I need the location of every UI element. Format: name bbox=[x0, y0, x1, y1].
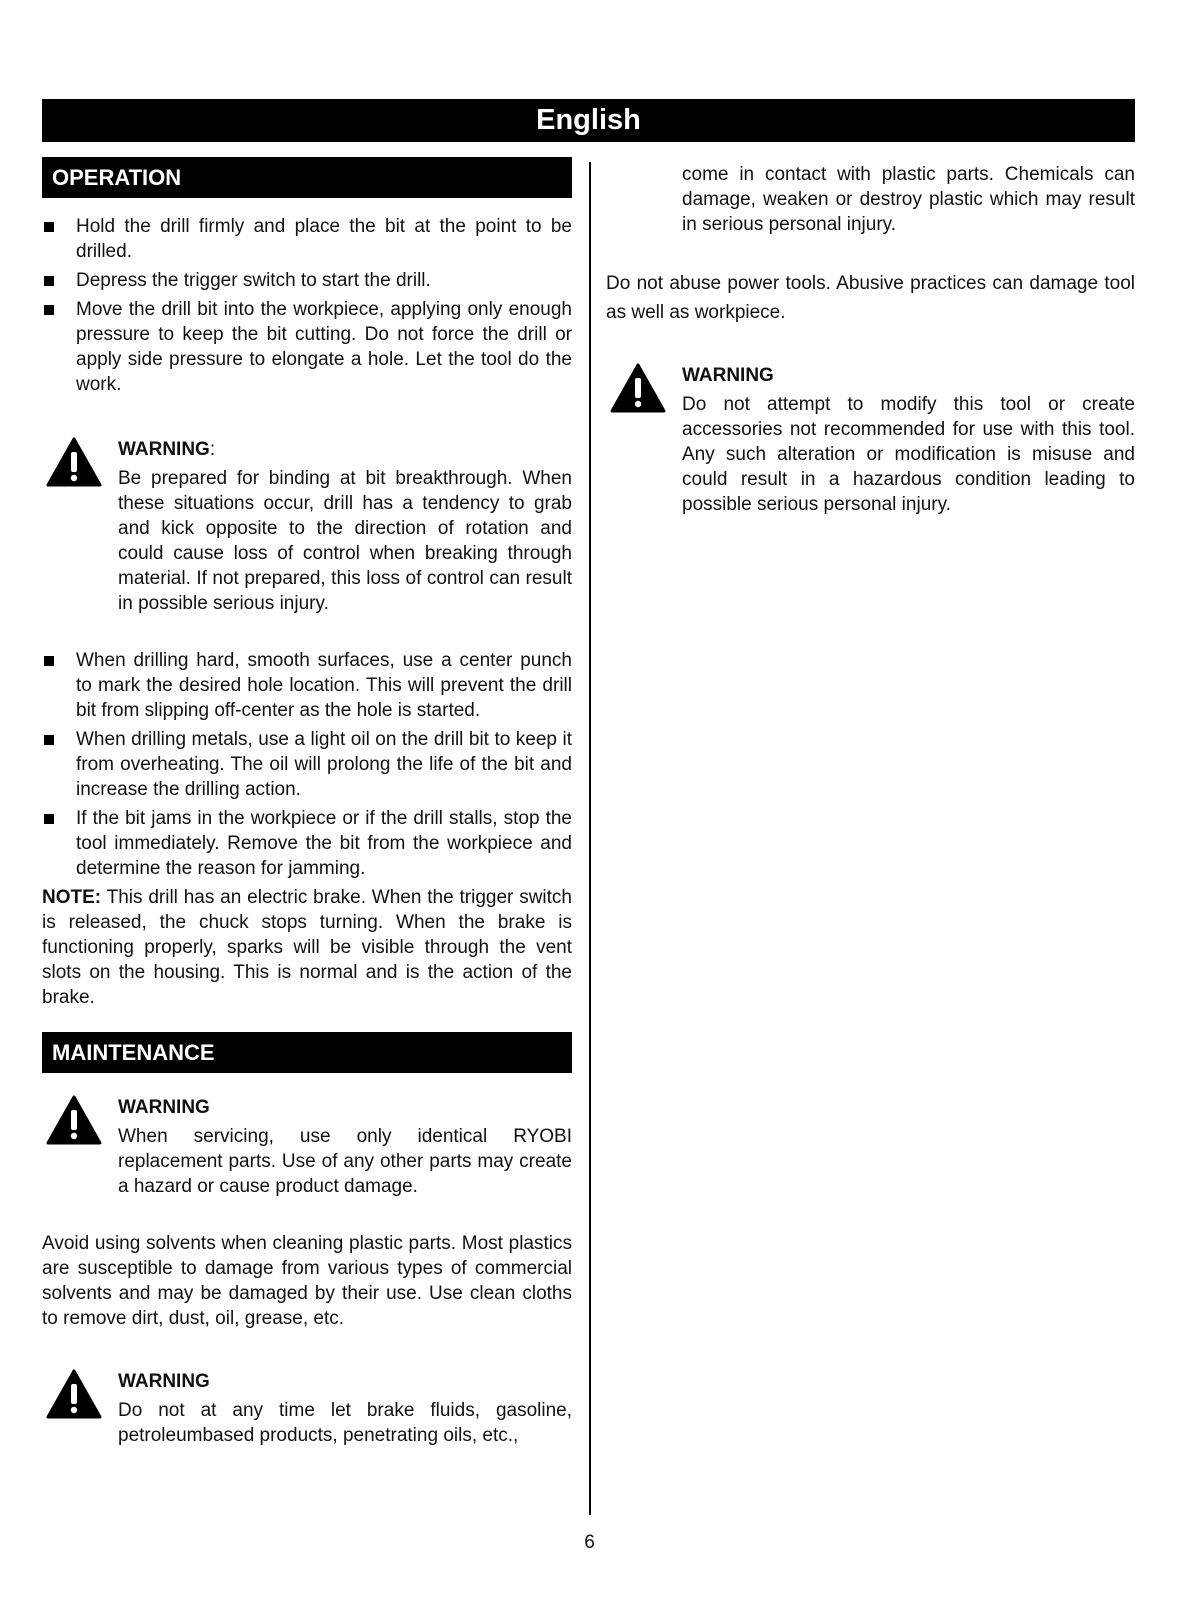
warning-triangle-icon bbox=[46, 437, 102, 487]
maintenance-warning-2 bbox=[42, 1369, 572, 1448]
language-banner: English bbox=[42, 99, 1135, 142]
warning-text: Do not at any time let brake fluids, gasoline, petroleumbased products, penetrating oils, etc., bbox=[118, 1400, 572, 1446]
warning-title: WARNING bbox=[682, 365, 774, 386]
operation-warning bbox=[42, 437, 572, 616]
left-column bbox=[42, 157, 572, 1448]
list-item: If the bit jams in the workpiece or if the drill stalls, stop the tool immediately. Remove the bit from the workpiece and determine the reason for jamming. bbox=[42, 806, 572, 881]
bullet-square-icon bbox=[44, 305, 54, 315]
maintenance-warning-3 bbox=[606, 363, 1135, 517]
warning-text: Be prepared for binding at bit breakthrough. When these situations occur, drill has a tendency to grab and kick opposite to the direction of rotation and could cause loss of control when breaking through material. If not prepared, this loss of control can result in possible serious injury. bbox=[118, 468, 572, 614]
power-tools-paragraph: Do not abuse power tools. Abusive practices can damage tool as well as workpiece. bbox=[606, 273, 1135, 323]
column-divider bbox=[589, 162, 591, 1515]
maintenance-warning-1 bbox=[42, 1095, 572, 1199]
bullet-square-icon bbox=[44, 814, 54, 824]
list-item: When drilling metals, use a light oil on the drill bit to keep it from overheating. The oil will prolong the life of the bit and increase the drilling action. bbox=[42, 727, 572, 802]
warning-triangle-icon bbox=[46, 1369, 102, 1419]
list-item: Depress the trigger switch to start the drill. bbox=[42, 268, 572, 293]
list-item: When drilling hard, smooth surfaces, use a center punch to mark the desired hole location. This will prevent the drill bit from slipping off-center as the hole is started. bbox=[42, 648, 572, 723]
right-column bbox=[606, 162, 1135, 517]
continued-warning-text: come in contact with plastic parts. Chemicals can damage, weaken or destroy plastic which may result in serious personal injury. bbox=[682, 164, 1135, 235]
warning-text: When servicing, use only identical RYOBI replacement parts. Use of any other parts may create a hazard or cause product damage. bbox=[118, 1126, 572, 1197]
warning-triangle-icon bbox=[46, 1095, 102, 1145]
operation-bullets-1 bbox=[42, 214, 572, 397]
operation-bullets-2 bbox=[42, 648, 572, 881]
warning-title: WARNING: bbox=[118, 439, 216, 460]
list-item: Move the drill bit into the workpiece, applying only enough pressure to keep the bit cutting. Do not force the drill or apply side pressure to elongate a hole. Let the tool do the work. bbox=[42, 297, 572, 397]
bullet-square-icon bbox=[44, 735, 54, 745]
list-item: Hold the drill firmly and place the bit at the point to be drilled. bbox=[42, 214, 572, 264]
maintenance-heading: MAINTENANCE bbox=[42, 1032, 572, 1073]
warning-title: WARNING bbox=[118, 1371, 210, 1392]
bullet-square-icon bbox=[44, 276, 54, 286]
solvents-paragraph: Avoid using solvents when cleaning plastic parts. Most plastics are susceptible to damage from various types of commercial solvents and may be damaged by their use. Use clean cloths to remove dirt, dust, oil, grease, etc. bbox=[42, 1233, 572, 1329]
bullet-square-icon bbox=[44, 222, 54, 232]
warning-triangle-icon bbox=[610, 363, 666, 413]
bullet-square-icon bbox=[44, 656, 54, 666]
note-paragraph: NOTE: This drill has an electric brake. When the trigger switch is released, the chuck stops turning. When the brake is functioning properly, sparks will be visible through the vent slots on the housing. This is normal and is the action of the brake. bbox=[42, 887, 572, 1008]
warning-text: Do not attempt to modify this tool or create accessories not recommended for use with this tool. Any such alteration or modification is misuse and could result in a hazardous condition leading to possible serious personal injury. bbox=[682, 394, 1135, 515]
warning-title: WARNING bbox=[118, 1097, 210, 1118]
page-number: 6 bbox=[584, 1532, 595, 1553]
operation-heading: OPERATION bbox=[42, 157, 572, 198]
